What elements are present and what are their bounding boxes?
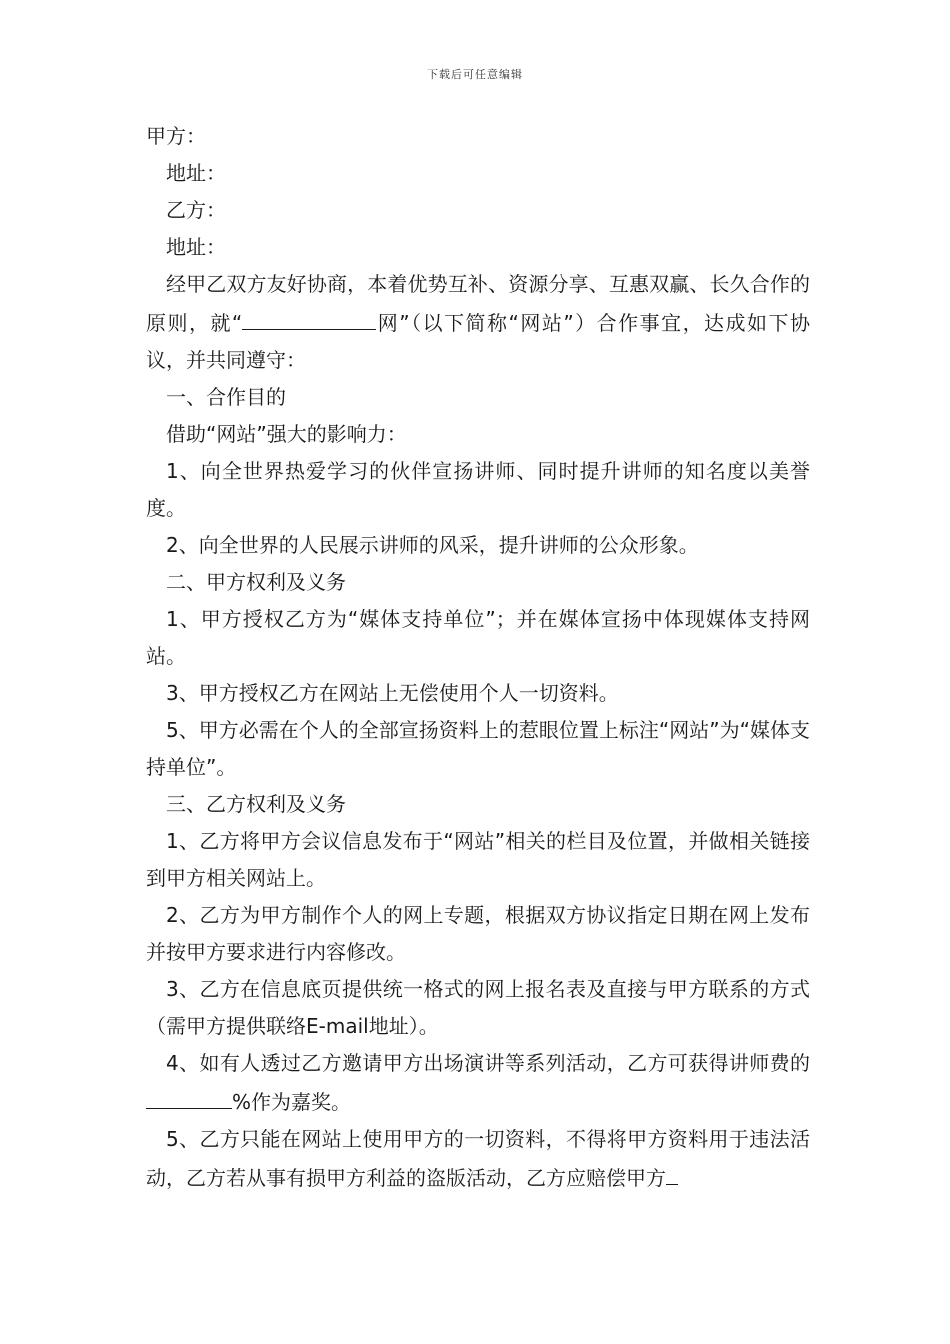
paragraph-text: 甲方： — [146, 124, 206, 148]
contract-paragraph — [146, 564, 810, 601]
paragraph-text: 1、乙方将甲方会议信息发布于“网站”相关的栏目及位置，并做相关链接到甲方相关网站上。 — [146, 829, 810, 890]
contract-paragraph — [146, 229, 810, 266]
contract-paragraph — [146, 1045, 810, 1121]
contract-paragraph — [146, 823, 810, 897]
fill-in-blank[interactable] — [666, 1158, 678, 1185]
paragraph-text: 一、合作目的 — [166, 385, 286, 409]
paragraph-text: 4、如有人透过乙方邀请甲方出场演讲等系列活动，乙方可获得讲师费的 — [166, 1051, 810, 1075]
paragraph-text: 借助“网站”强大的影响力： — [166, 422, 407, 446]
contract-paragraph — [146, 971, 810, 1045]
paragraph-text: 3、甲方授权乙方在网站上无偿使用个人一切资料。 — [166, 681, 619, 705]
contract-paragraph — [146, 192, 810, 229]
paragraph-text: 5、甲方必需在个人的全部宣扬资料上的惹眼位置上标注“网站”为“媒体支持单位”。 — [146, 718, 810, 779]
contract-paragraph — [146, 155, 810, 192]
contract-paragraph — [146, 675, 810, 712]
paragraph-text: 地址： — [166, 161, 226, 185]
paragraph-text: 地址： — [166, 235, 226, 259]
paragraph-text: 2、向全世界的人民展示讲师的风采，提升讲师的公众形象。 — [166, 533, 699, 557]
contract-paragraph — [146, 379, 810, 416]
contract-paragraph — [146, 416, 810, 453]
contract-paragraph — [146, 527, 810, 564]
contract-paragraph — [146, 712, 810, 786]
paragraph-text: 二、甲方权利及义务 — [166, 570, 346, 594]
contract-paragraph — [146, 601, 810, 675]
contract-paragraph — [146, 453, 810, 527]
header-note: 下载后可任意编辑 — [427, 68, 523, 81]
fill-in-blank[interactable] — [146, 1082, 232, 1109]
paragraph-text: 3、乙方在信息底页提供统一格式的网上报名表及直接与甲方联系的方式（需甲方提供联络E-mail地址）。 — [146, 977, 810, 1038]
paragraph-text: 1、向全世界热爱学习的伙伴宣扬讲师、同时提升讲师的知名度以美誉度。 — [146, 459, 810, 520]
paragraph-text: 三、乙方权利及义务 — [166, 792, 346, 816]
contract-paragraph — [146, 266, 810, 379]
contract-body — [146, 118, 810, 1197]
contract-paragraph — [146, 786, 810, 823]
paragraph-text: 经甲乙双方友好协商，本着优势互补、资源分享、互惠双赢、长久合作的原则，就“ — [146, 272, 810, 335]
paragraph-text: %作为嘉奖。 — [232, 1090, 352, 1114]
paragraph-text: 1、甲方授权乙方为“媒体支持单位”；并在媒体宣扬中体现媒体支持网站。 — [146, 607, 810, 668]
paragraph-text: 网”（以下简称“网站”）合作事宜，达成如下协议，并共同遵守： — [146, 311, 810, 372]
paragraph-text: 乙方： — [166, 198, 226, 222]
contract-paragraph — [146, 1121, 810, 1197]
paragraph-text: 2、乙方为甲方制作个人的网上专题，根据双方协议指定日期在网上发布并按甲方要求进行内容修改。 — [146, 903, 810, 964]
contract-paragraph — [146, 118, 810, 155]
contract-paragraph — [146, 897, 810, 971]
paragraph-text: 5、乙方只能在网站上使用甲方的一切资料，不得将甲方资料用于违法活动，乙方若从事有损甲方利益的盗版活动，乙方应赔偿甲方 — [146, 1127, 810, 1190]
fill-in-blank[interactable] — [242, 303, 376, 330]
